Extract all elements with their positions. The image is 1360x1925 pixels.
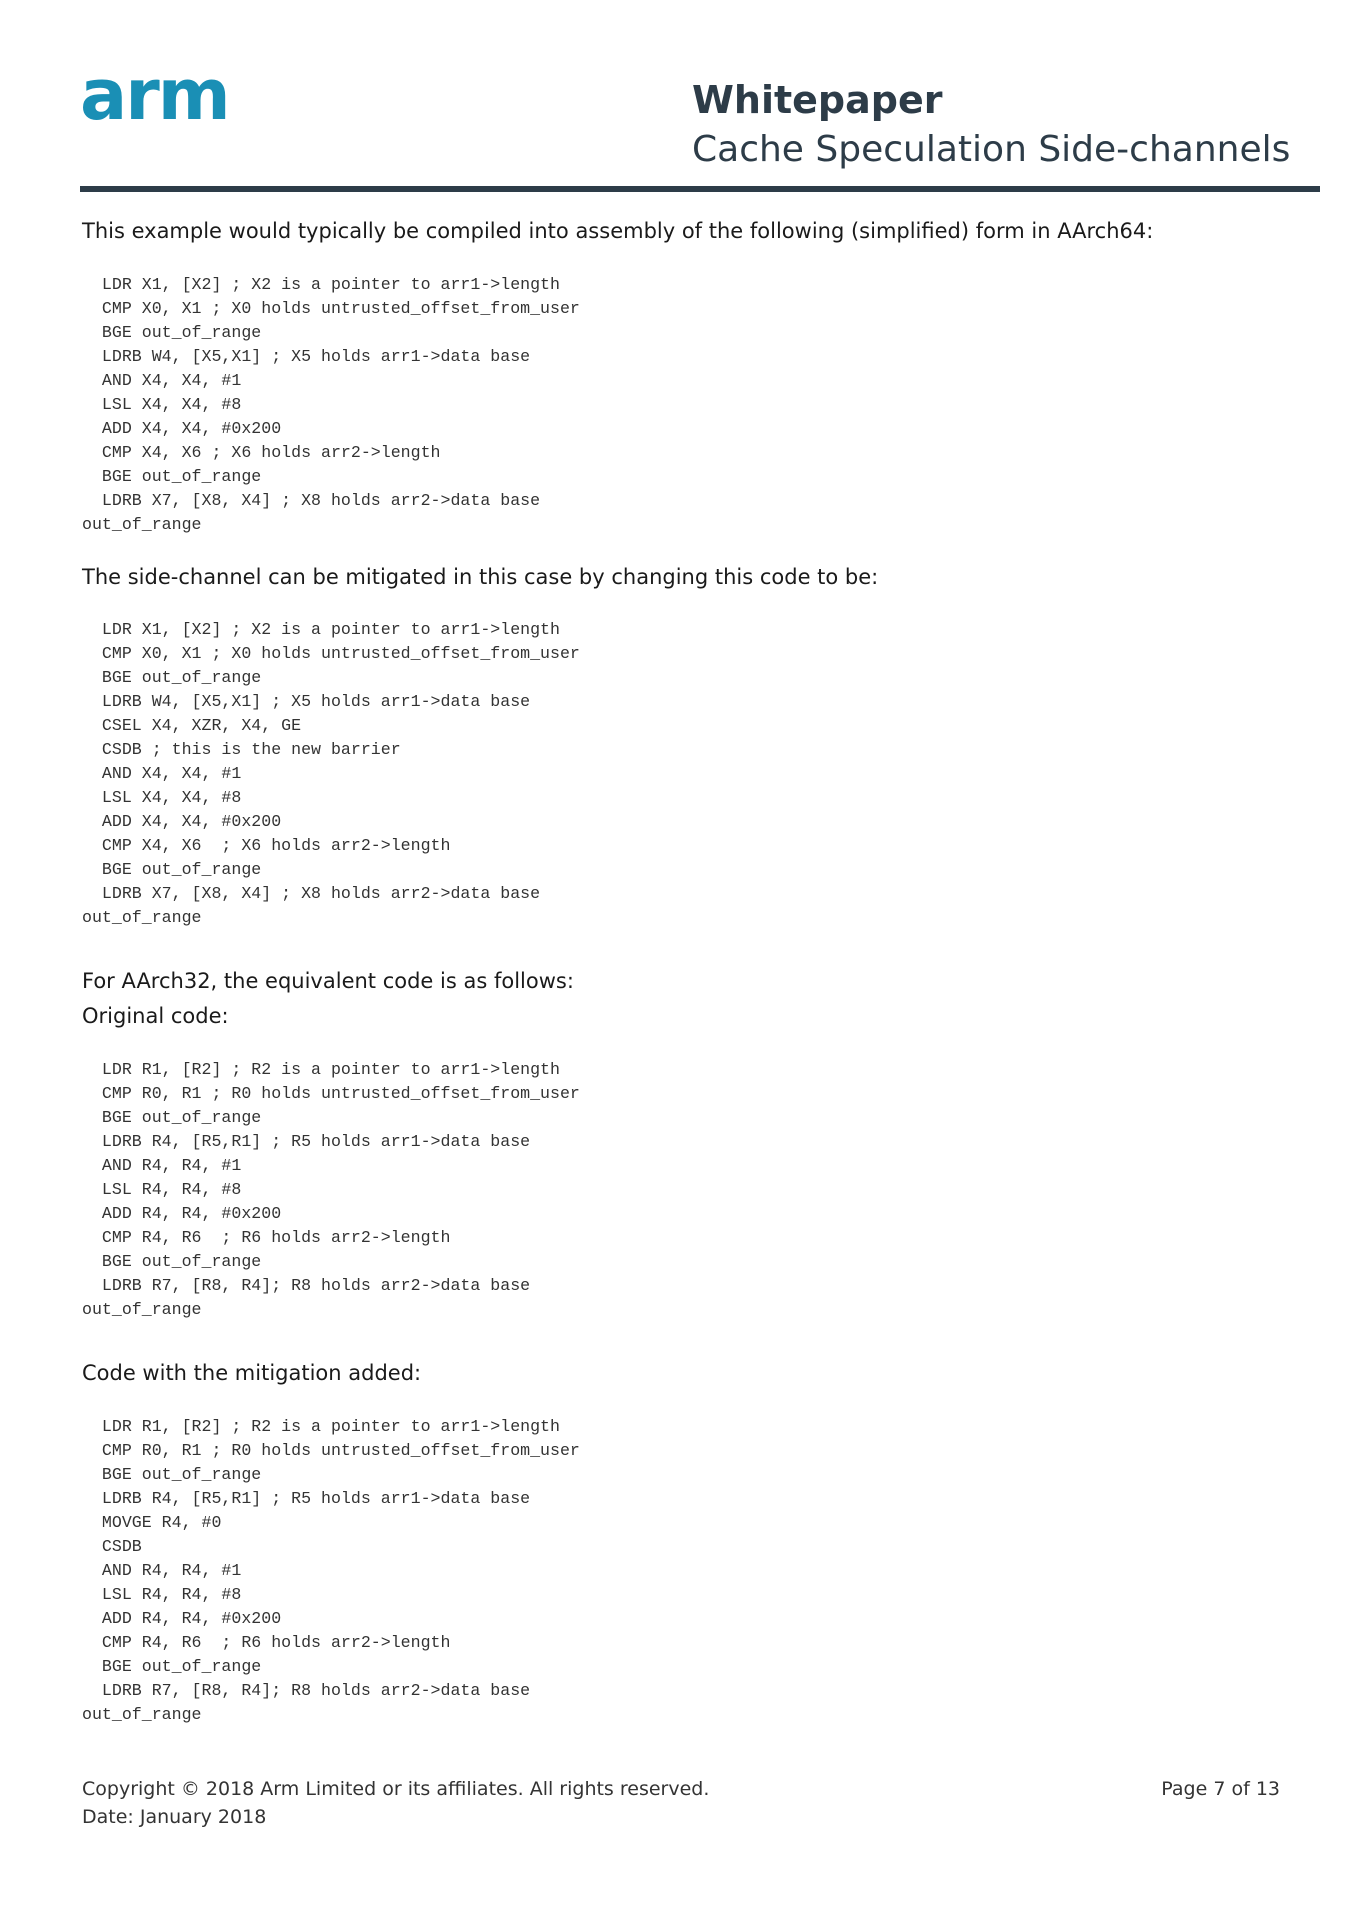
code-line: CMP X4, X6 ; X6 holds arr2->length [82, 443, 441, 462]
code-line: LDR X1, [X2] ; X2 is a pointer to arr1->length [82, 275, 560, 294]
code-line: LSL R4, R4, #8 [82, 1585, 242, 1604]
footer-date: Date: January 2018 [82, 1806, 267, 1828]
header-divider [80, 186, 1320, 192]
code-line: BGE out_of_range [82, 1657, 262, 1676]
mitigated-code-label: Code with the mitigation added: [82, 1361, 422, 1385]
code-block-aarch32-original [82, 1058, 580, 1322]
code-block-aarch32-mitigated [82, 1415, 580, 1727]
code-line: BGE out_of_range [82, 860, 262, 879]
code-line: CSEL X4, XZR, X4, GE [82, 716, 302, 735]
code-line: ADD R4, R4, #0x200 [82, 1609, 282, 1628]
code-line: AND X4, X4, #1 [82, 371, 242, 390]
code-line: ADD X4, X4, #0x200 [82, 812, 282, 831]
original-code-label: Original code: [82, 1004, 229, 1028]
code-line: CMP X4, X6 ; X6 holds arr2->length [82, 836, 451, 855]
code-line: LSL X4, X4, #8 [82, 395, 242, 414]
code-line: CSDB ; this is the new barrier [82, 740, 401, 759]
code-line: LDRB X7, [X8, X4] ; X8 holds arr2->data base [82, 491, 541, 510]
code-line: CSDB [82, 1537, 142, 1556]
document-type-title: Whitepaper [692, 78, 943, 122]
code-line: out_of_range [82, 1705, 202, 1724]
code-line: AND R4, R4, #1 [82, 1561, 242, 1580]
intro-paragraph: This example would typically be compiled into assembly of the following (simplified) form in AArch64: [82, 219, 1154, 243]
mitigation-paragraph: The side-channel can be mitigated in this case by changing this code to be: [82, 565, 879, 589]
code-line: BGE out_of_range [82, 323, 262, 342]
code-line: LDR R1, [R2] ; R2 is a pointer to arr1->length [82, 1417, 560, 1436]
code-line: LDRB R4, [R5,R1] ; R5 holds arr1->data base [82, 1132, 531, 1151]
code-line: BGE out_of_range [82, 1465, 262, 1484]
code-line: CMP R0, R1 ; R0 holds untrusted_offset_from_user [82, 1084, 580, 1103]
footer-page-number: Page 7 of 13 [1161, 1778, 1280, 1800]
code-line: LDRB W4, [X5,X1] ; X5 holds arr1->data base [82, 692, 531, 711]
code-line: BGE out_of_range [82, 1252, 262, 1271]
footer-left [82, 1775, 709, 1831]
code-line: CMP X0, X1 ; X0 holds untrusted_offset_from_user [82, 299, 580, 318]
code-line: LSL R4, R4, #8 [82, 1180, 242, 1199]
document-subtitle: Cache Speculation Side-channels [692, 129, 1291, 170]
code-line: LSL X4, X4, #8 [82, 788, 242, 807]
code-line: CMP R4, R6 ; R6 holds arr2->length [82, 1228, 451, 1247]
code-line: LDR X1, [X2] ; X2 is a pointer to arr1->length [82, 620, 560, 639]
code-line: CMP X0, X1 ; X0 holds untrusted_offset_from_user [82, 644, 580, 663]
code-line: BGE out_of_range [82, 1108, 262, 1127]
code-line: BGE out_of_range [82, 467, 262, 486]
code-line: CMP R4, R6 ; R6 holds arr2->length [82, 1633, 451, 1652]
code-line: LDRB R7, [R8, R4]; R8 holds arr2->data base [82, 1681, 531, 1700]
code-line: out_of_range [82, 515, 202, 534]
aarch32-intro-paragraph: For AArch32, the equivalent code is as follows: [82, 969, 574, 993]
code-line: AND R4, R4, #1 [82, 1156, 242, 1175]
code-line: CMP R0, R1 ; R0 holds untrusted_offset_from_user [82, 1441, 580, 1460]
code-line: LDRB R7, [R8, R4]; R8 holds arr2->data base [82, 1276, 531, 1295]
code-line: out_of_range [82, 1300, 202, 1319]
code-block-aarch64-mitigated [82, 618, 580, 930]
code-line: ADD R4, R4, #0x200 [82, 1204, 282, 1223]
code-line: LDR R1, [R2] ; R2 is a pointer to arr1->length [82, 1060, 560, 1079]
code-line: MOVGE R4, #0 [82, 1513, 222, 1532]
code-line: LDRB R4, [R5,R1] ; R5 holds arr1->data base [82, 1489, 531, 1508]
code-line: BGE out_of_range [82, 668, 262, 687]
code-block-aarch64-original [82, 273, 580, 537]
code-line: AND X4, X4, #1 [82, 764, 242, 783]
footer-copyright: Copyright © 2018 Arm Limited or its affiliates. All rights reserved. [82, 1778, 710, 1800]
arm-logo: arm [80, 54, 229, 136]
code-line: ADD X4, X4, #0x200 [82, 419, 282, 438]
code-line: LDRB W4, [X5,X1] ; X5 holds arr1->data base [82, 347, 531, 366]
code-line: out_of_range [82, 908, 202, 927]
code-line: LDRB X7, [X8, X4] ; X8 holds arr2->data base [82, 884, 541, 903]
